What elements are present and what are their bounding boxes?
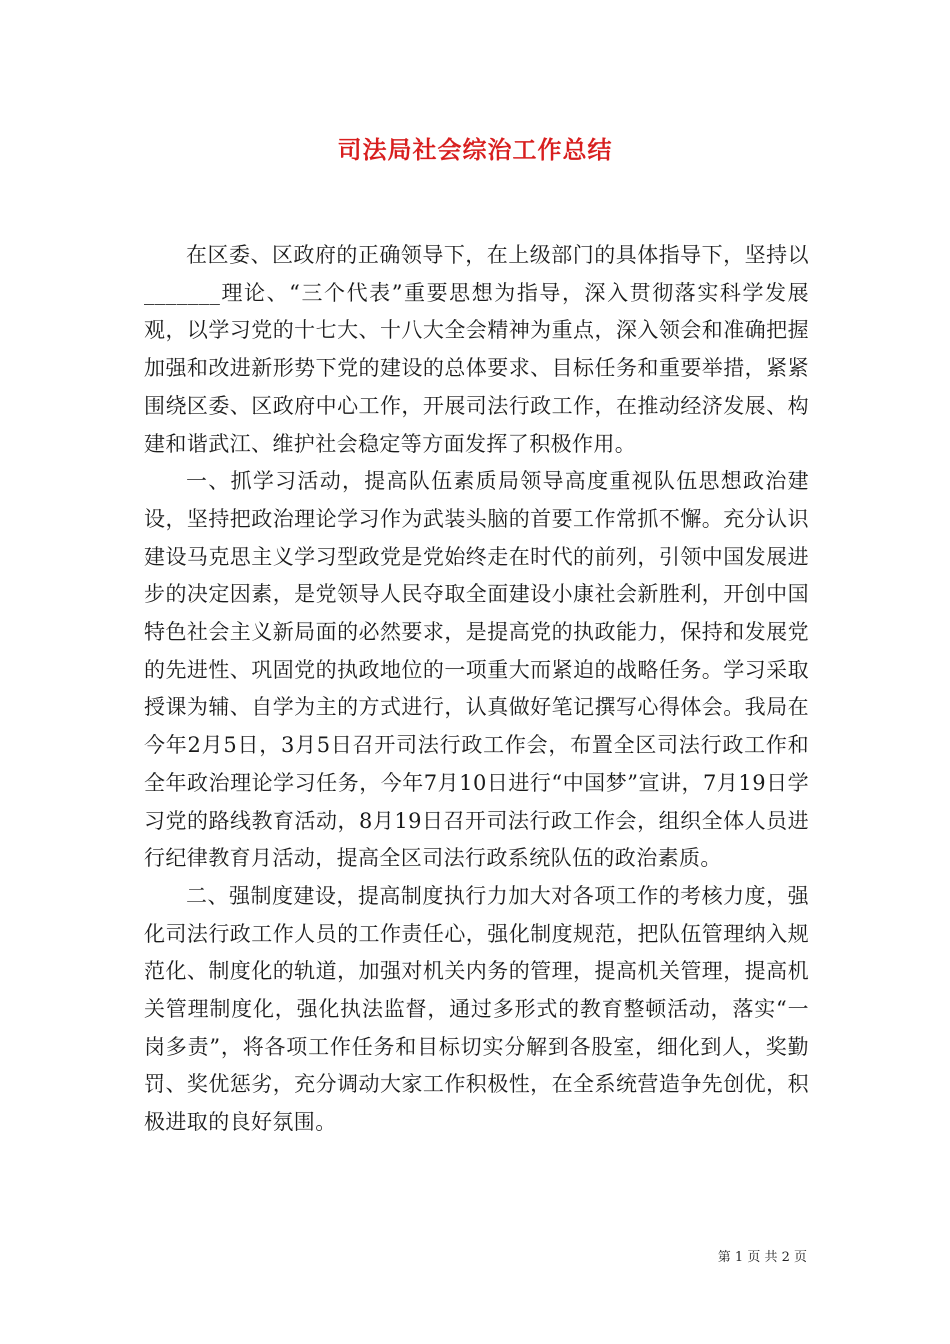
document-body (144, 237, 809, 1142)
document-title: 司法局社会综治工作总结 (337, 136, 613, 164)
page-number-footer: 第 1 页 共 2 页 (717, 1250, 807, 1265)
section-two-paragraph: 二、强制度建设，提高制度执行力加大对各项工作的考核力度，强化司法行政工作人员的工作责任心，强化制度规范，把队伍管理纳入规范化、制度化的轨道，加强对机关内务的管理，提高机关管理，提高机关管理制度化，强化执法监督，通过多形式的教育整顿活动，落实“一岗多责”，将各项工作任务和目标切实分解到各股室，细化到人，奖勤罚、奖优惩劣，充分调动大家工作积极性，在全系统营造争先创优，积极进取的良好氛围。 (144, 883, 809, 1135)
section-one-paragraph: 一、抓学习活动，提高队伍素质局领导高度重视队伍思想政治建设，坚持把政治理论学习作为武装头脑的首要工作常抓不懈。充分认识建设马克思主义学习型政党是党始终走在时代的前列，引领中国发展进步的决定因素，是党领导人民夺取全面建设小康社会新胜利，开创中国特色社会主义新局面的必然要求，是提高党的执政能力，保持和发展党的先进性、巩固党的执政地位的一项重大而紧迫的战略任务。学习采取授课为辅、自学为主的方式进行，认真做好笔记撰写心得体会。我局在今年2月5日，3月5日召开司法行政工作会，布置全区司法行政工作和全年政治理论学习任务，今年7月10日进行“中国梦”宣讲，7月19日学习党的路线教育活动，8月19日召开司法行政工作会，组织全体人员进行纪律教育月活动，提高全区司法行政系统队伍的政治素质。 (144, 469, 809, 871)
intro-paragraph: 在区委、区政府的正确领导下，在上级部门的具体指导下，坚持以_______理论、“三个代表”重要思想为指导，深入贯彻落实科学发展观，以学习党的十七大、十八大全会精神为重点，深入领会和准确把握加强和改进新形势下党的建设的总体要求、目标任务和重要举措，紧紧围绕区委、区政府中心工作，开展司法行政工作，在推动经济发展、构建和谐武江、维护社会稳定等方面发挥了积极作用。 (144, 243, 809, 456)
